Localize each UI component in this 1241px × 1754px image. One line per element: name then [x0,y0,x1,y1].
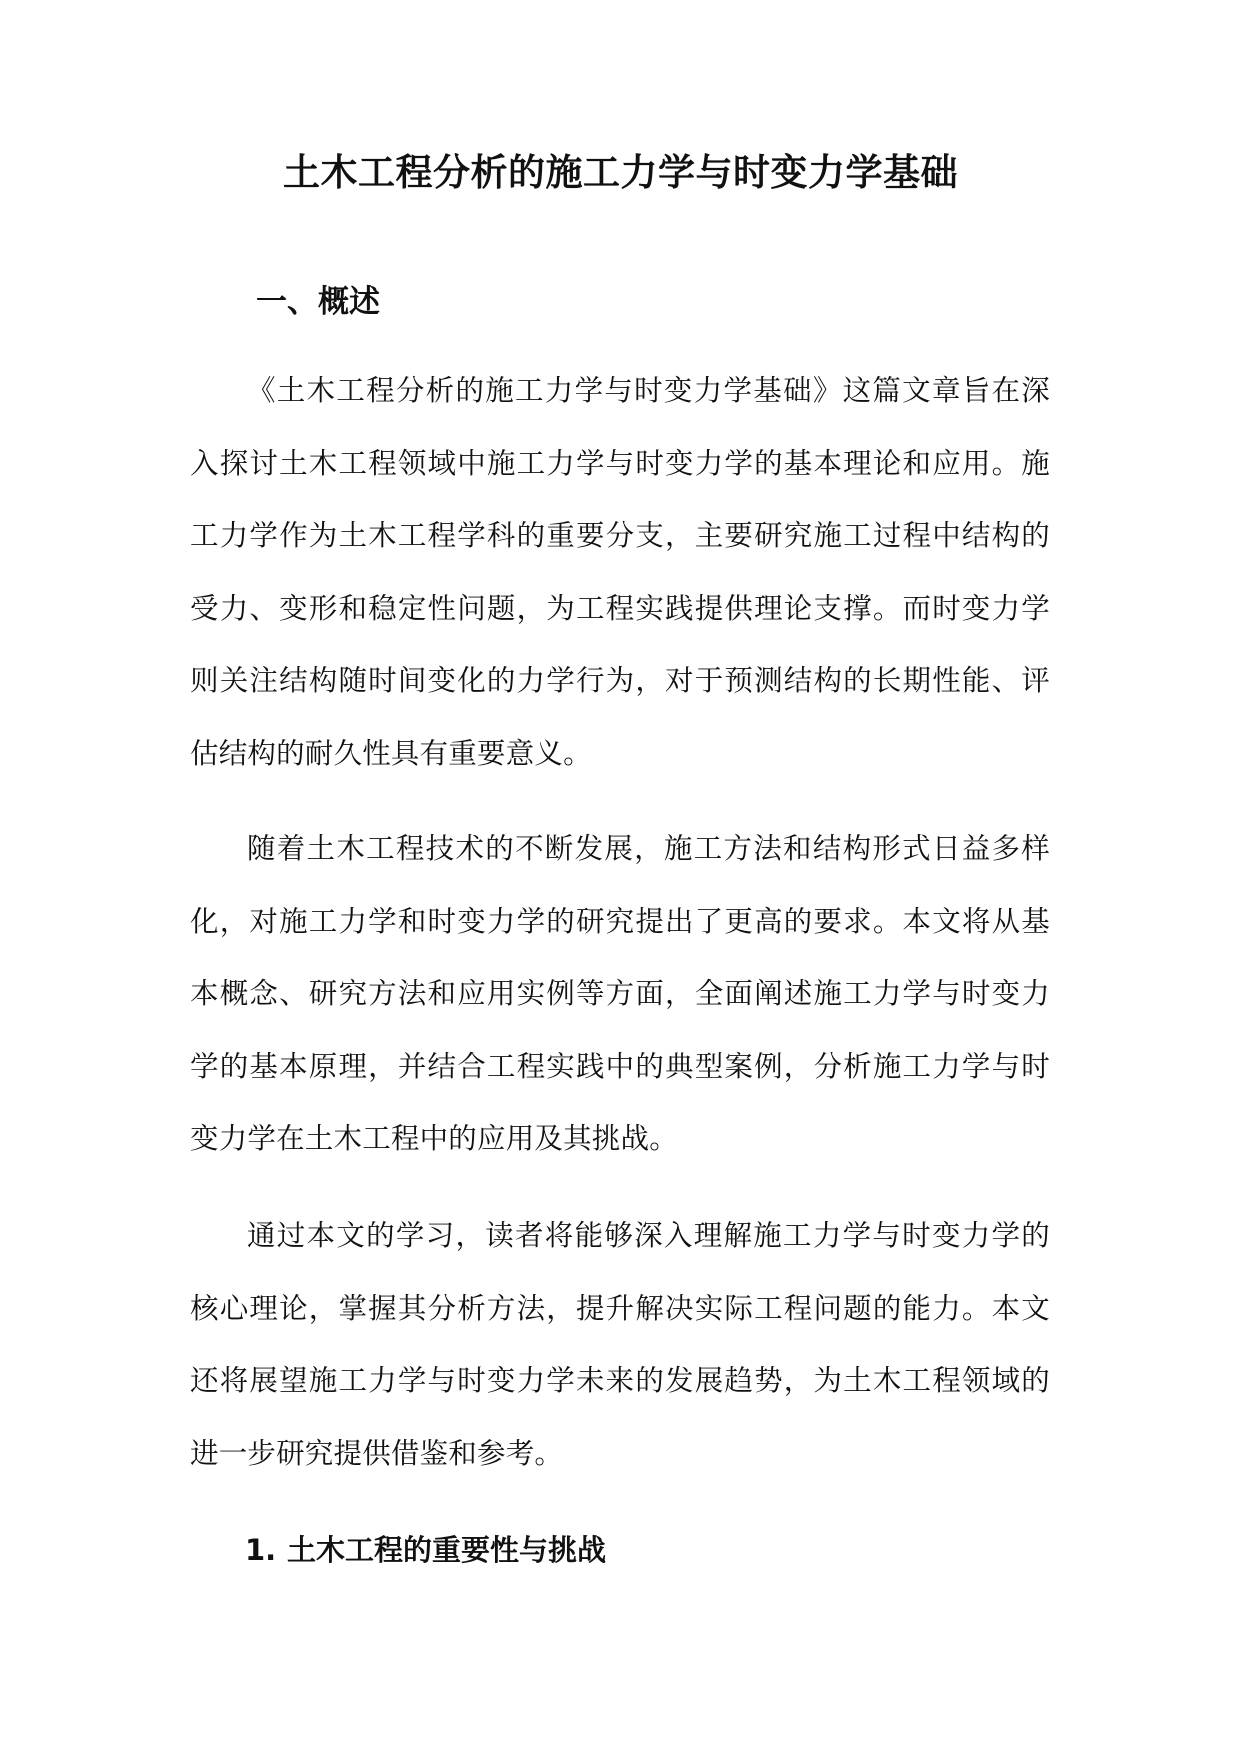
document-title: 土木工程分析的施工力学与时变力学基础 [283,151,958,194]
paragraph-outlook: 通过本文的学习，读者将能够深入理解施工力学与时变力学的核心理论，掌握其分析方法，提升解决实际工程问题的能力。本文还将展望施工力学与时变力学未来的发展趋势，为土木工程领域的进一步研究提供借鉴和参考。 [190,1219,1050,1470]
paragraph-development: 随着土木工程技术的不断发展，施工方法和结构形式日益多样化，对施工力学和时变力学的研究提出了更高的要求。本文将从基本概念、研究方法和应用实例等方面，全面阐述施工力学与时变力学的基本原理，并结合工程实践中的典型案例，分析施工力学与时变力学在土木工程中的应用及其挑战。 [190,832,1050,1155]
subheading-number: 1. [245,1533,277,1567]
section-heading-overview: 一、概述 [256,284,380,320]
subheading-text: 土木工程的重要性与挑战 [287,1533,607,1567]
subheading-importance [245,1528,606,1572]
paragraph-intro: 《土木工程分析的施工力学与时变力学基础》这篇文章旨在深入探讨土木工程领域中施工力学与时变力学的基本理论和应用。施工力学作为土木工程学科的重要分支，主要研究施工过程中结构的受力、变形和稳定性问题，为工程实践提供理论支撑。而时变力学则关注结构随时间变化的力学行为，对于预测结构的长期性能、评估结构的耐久性具有重要意义。 [190,374,1050,770]
